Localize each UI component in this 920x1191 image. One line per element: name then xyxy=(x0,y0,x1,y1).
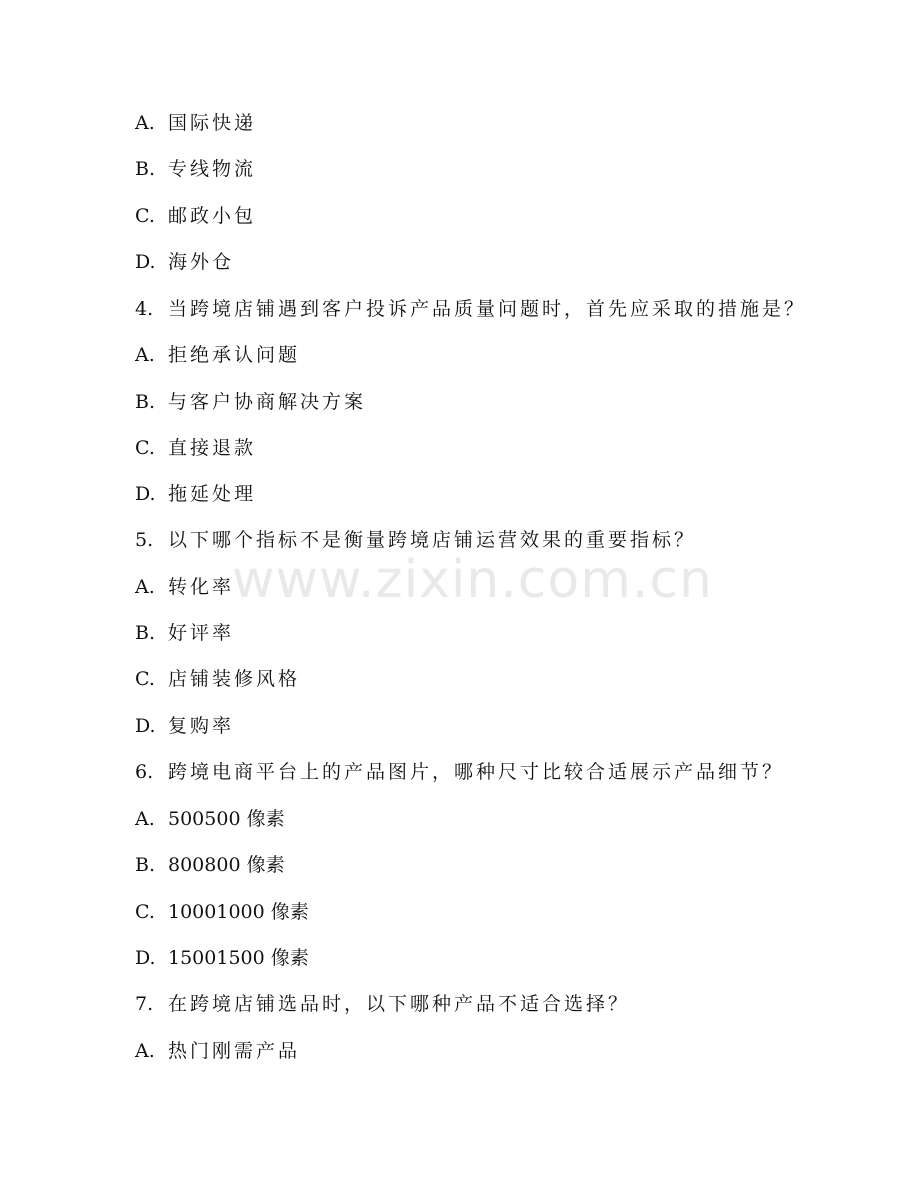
option-label: B. xyxy=(135,622,156,644)
option-line xyxy=(135,618,234,648)
option-line xyxy=(135,572,234,602)
question-text: 跨境电商平台上的产品图片，哪种尺寸比较合适展示产品细节？ xyxy=(168,761,785,783)
option-text: 拖延处理 xyxy=(168,483,257,505)
option-label: C. xyxy=(135,437,155,459)
option-label: B. xyxy=(135,391,156,413)
option-text: 国际快递 xyxy=(168,112,257,134)
question-text: 以下哪个指标不是衡量跨境店铺运营效果的重要指标？ xyxy=(168,529,697,551)
option-label: A. xyxy=(135,576,155,598)
option-text: 店铺装修风格 xyxy=(168,668,301,690)
question-number: 4. xyxy=(135,298,154,320)
question-text: 当跨境店铺遇到客户投诉产品质量问题时，首先应采取的措施是？ xyxy=(168,298,807,320)
option-label: B. xyxy=(135,854,156,876)
option-line xyxy=(135,711,234,741)
option-line xyxy=(135,433,256,463)
option-label: A. xyxy=(135,1040,155,1062)
option-label: C. xyxy=(135,205,155,227)
question-line xyxy=(135,294,806,324)
watermark: www.zixin.com.cn xyxy=(232,550,713,610)
option-label: D. xyxy=(135,947,156,969)
option-line xyxy=(135,340,300,370)
option-line xyxy=(135,897,309,927)
option-line xyxy=(135,943,309,973)
option-label: C. xyxy=(135,668,155,690)
option-line xyxy=(135,247,234,277)
option-label: A. xyxy=(135,808,155,830)
option-text: 与客户协商解决方案 xyxy=(168,391,367,413)
option-text: 800800 像素 xyxy=(168,854,285,876)
option-text: 复购率 xyxy=(168,715,235,737)
option-label: D. xyxy=(135,251,156,273)
question-line xyxy=(135,757,784,787)
question-line xyxy=(135,989,630,1019)
question-number: 6. xyxy=(135,761,154,783)
option-line xyxy=(135,108,256,138)
option-line xyxy=(135,201,256,231)
option-text: 直接退款 xyxy=(168,437,257,459)
option-line xyxy=(135,1036,300,1066)
option-line xyxy=(135,804,285,834)
question-number: 5. xyxy=(135,529,154,551)
option-text: 拒绝承认问题 xyxy=(168,344,301,366)
question-text: 在跨境店铺选品时，以下哪种产品不适合选择？ xyxy=(168,993,631,1015)
option-text: 500500 像素 xyxy=(168,808,285,830)
option-label: D. xyxy=(135,483,156,505)
option-text: 海外仓 xyxy=(168,251,235,273)
option-text: 专线物流 xyxy=(168,158,257,180)
option-line xyxy=(135,479,256,509)
question-number: 7. xyxy=(135,993,154,1015)
option-text: 15001500 像素 xyxy=(168,947,309,969)
option-label: A. xyxy=(135,344,155,366)
option-text: 好评率 xyxy=(168,622,235,644)
option-text: 邮政小包 xyxy=(168,205,257,227)
option-line xyxy=(135,664,300,694)
question-line xyxy=(135,525,696,555)
option-text: 热门刚需产品 xyxy=(168,1040,301,1062)
option-text: 10001000 像素 xyxy=(168,901,309,923)
option-line xyxy=(135,850,285,880)
option-text: 转化率 xyxy=(168,576,235,598)
option-label: D. xyxy=(135,715,156,737)
option-label: A. xyxy=(135,112,155,134)
option-label: B. xyxy=(135,158,156,180)
option-label: C. xyxy=(135,901,155,923)
option-line xyxy=(135,154,256,184)
option-line xyxy=(135,387,366,417)
